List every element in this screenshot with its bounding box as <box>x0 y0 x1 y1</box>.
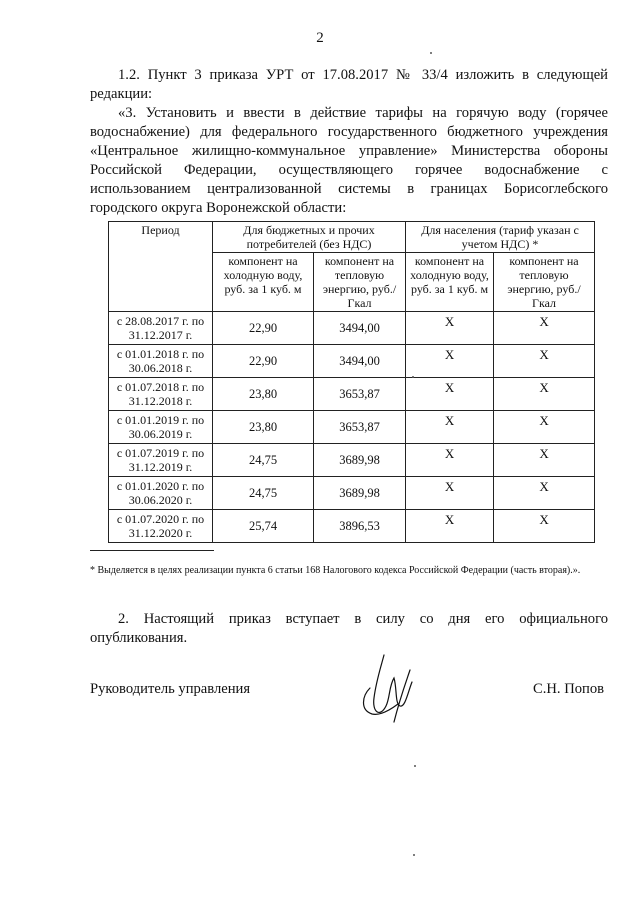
table-header-row <box>109 222 595 253</box>
cell-cold-water-population: X <box>406 378 494 411</box>
cell-cold-water-population: X <box>406 477 494 510</box>
cell-cold-water-population: X <box>406 345 494 378</box>
cell-heat-energy-budget: 3494,00 <box>314 312 406 345</box>
cell-cold-water-budget: 22,90 <box>213 345 314 378</box>
subheader-cold-population: компонент на холодную воду, руб. за 1 куб. м <box>406 253 494 312</box>
table-row <box>109 411 595 444</box>
cell-cold-water-budget: 22,90 <box>213 312 314 345</box>
footnote-divider <box>90 550 214 551</box>
header-budget-consumers: Для бюджетных и прочих потребителей (без НДС) <box>213 222 406 253</box>
cell-heat-energy-budget: 3494,00 <box>314 345 406 378</box>
cell-cold-water-population: X <box>406 411 494 444</box>
scan-speck <box>413 854 415 856</box>
table-row <box>109 345 595 378</box>
subheader-heat-budget: компонент на тепловую энергию, руб./Гкал <box>314 253 406 312</box>
cell-heat-energy-budget: 3896,53 <box>314 510 406 543</box>
header-population: Для населения (тариф указан с учетом НДС) * <box>406 222 595 253</box>
cell-cold-water-budget: 23,80 <box>213 411 314 444</box>
cell-heat-energy-population: X <box>494 345 595 378</box>
scan-speck <box>430 52 432 54</box>
footnote: * Выделяется в целях реализации пункта 6 статьи 168 Налогового кодекса Российской Федерации (часть вторая).». <box>90 565 581 576</box>
paragraph-tariff-clause: «3. Установить и ввести в действие тарифы на горячую воду (горячее водоснабжение) для федерального государственного бюджетного учреждения «Центральное жилищно-коммунальное управление» Министерства обороны Российской Федерации, осуществляющего горячее водоснабжение с использованием централизованной системы в границах Борисоглебского городского округа Воронежской области: <box>90 105 608 216</box>
scan-speck <box>412 376 414 378</box>
cell-heat-energy-population: X <box>494 378 595 411</box>
page-number: 2 <box>316 30 324 46</box>
cell-period: с 28.08.2017 г. по 31.12.2017 г. <box>109 312 213 345</box>
cell-heat-energy-budget: 3653,87 <box>314 411 406 444</box>
cell-cold-water-population: X <box>406 510 494 543</box>
cell-cold-water-population: X <box>406 312 494 345</box>
cell-cold-water-population: X <box>406 444 494 477</box>
cell-cold-water-budget: 24,75 <box>213 444 314 477</box>
cell-heat-energy-budget: 3689,98 <box>314 477 406 510</box>
cell-heat-energy-population: X <box>494 411 595 444</box>
cell-heat-energy-population: X <box>494 444 595 477</box>
cell-heat-energy-budget: 3689,98 <box>314 444 406 477</box>
handwritten-signature <box>350 652 420 727</box>
paragraph-amendment: 1.2. Пункт 3 приказа УРТ от 17.08.2017 № 33/4 изложить в следующей редакции: <box>90 67 608 102</box>
cell-heat-energy-population: X <box>494 477 595 510</box>
cell-period: с 01.07.2018 г. по 31.12.2018 г. <box>109 378 213 411</box>
tariff-table <box>108 221 595 543</box>
cell-period: с 01.01.2020 г. по 30.06.2020 г. <box>109 477 213 510</box>
subheader-heat-population: компонент на тепловую энергию, руб./Гкал <box>494 253 595 312</box>
table-row <box>109 444 595 477</box>
subheader-cold-budget: компонент на холодную воду, руб. за 1 куб. м <box>213 253 314 312</box>
cell-period: с 01.01.2018 г. по 30.06.2018 г. <box>109 345 213 378</box>
cell-heat-energy-population: X <box>494 312 595 345</box>
cell-period: с 01.07.2019 г. по 31.12.2019 г. <box>109 444 213 477</box>
cell-period: с 01.01.2019 г. по 30.06.2019 г. <box>109 411 213 444</box>
table-row <box>109 510 595 543</box>
signer-title: Руководитель управления <box>90 681 251 697</box>
cell-period: с 01.07.2020 г. по 31.12.2020 г. <box>109 510 213 543</box>
scan-speck <box>414 765 416 767</box>
cell-heat-energy-budget: 3653,87 <box>314 378 406 411</box>
cell-cold-water-budget: 24,75 <box>213 477 314 510</box>
table-row <box>109 477 595 510</box>
tariff-table-body <box>109 312 595 543</box>
cell-heat-energy-population: X <box>494 510 595 543</box>
table-row <box>109 378 595 411</box>
table-row <box>109 312 595 345</box>
paragraph-effective-date: 2. Настоящий приказ вступает в силу со дня его официального опубликования. <box>90 611 608 646</box>
cell-cold-water-budget: 25,74 <box>213 510 314 543</box>
cell-cold-water-budget: 23,80 <box>213 378 314 411</box>
header-period: Период <box>109 222 213 312</box>
signer-name: С.Н. Попов <box>533 681 605 697</box>
